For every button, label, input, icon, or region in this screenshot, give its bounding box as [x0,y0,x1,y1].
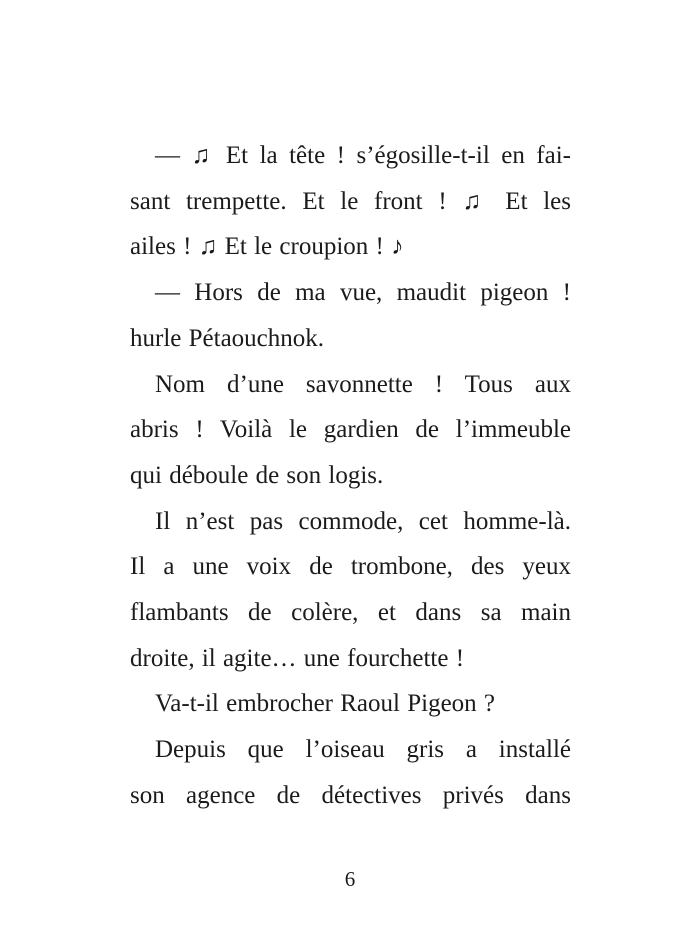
text-line: Il n’est pas commode, cet homme-là. [155,507,571,535]
text-line: — ♫ Et la tête ! s’égosille-t-il en fai- [155,142,571,169]
text-line: Nom d’une savonnette ! Tous aux [155,370,571,398]
text-line: — Hors de ma vue, maudit pigeon ! [155,279,571,307]
text-line: ailes ! ♫ Et le croupion ! ♪ [130,233,404,261]
text-line: abris ! Voilà le gardien de l’immeuble [130,416,571,444]
text-line: son agence de détectives privés dans [130,781,571,809]
text-line: sant trempette. Et le front ! ♫ Et les [130,187,571,215]
text-line: droite, il agite… une fourchette ! [130,644,465,672]
text-line: Il a une voix de trombone, des yeux [130,553,571,581]
text-line: flambants de colère, et dans sa main [130,599,571,627]
text-line: Depuis que l’oiseau gris a installé [155,736,571,764]
text-block [130,133,571,819]
page-number: 6 [344,867,356,891]
text-line: Va-t-il embrocher Raoul Pigeon ? [155,690,496,718]
text-line: hurle Pétaouchnok. [130,324,325,352]
text-line: qui déboule de son logis. [130,461,384,489]
